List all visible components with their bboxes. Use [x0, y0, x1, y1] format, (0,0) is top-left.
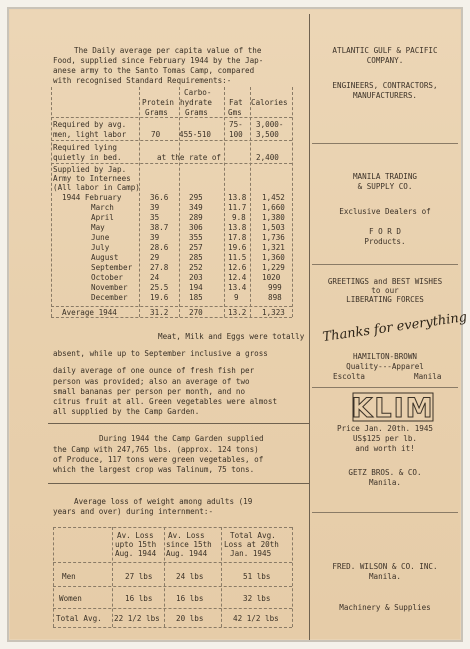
- ad-divider: [312, 143, 458, 144]
- header-protein: Protein: [142, 98, 175, 107]
- cell-protein: 39: [150, 203, 160, 212]
- ad-hamilton: Escolta: [333, 372, 366, 381]
- cell-fat: 13.2: [228, 308, 247, 317]
- month-label: May: [91, 223, 105, 232]
- column-header: Aug. 1944: [115, 549, 157, 558]
- intro-line: with recognised Standard Requirements:-: [53, 76, 232, 85]
- ad-greetings: GREETINGS and BEST WISHES: [327, 277, 443, 286]
- cell-carbo: 185: [189, 293, 203, 302]
- table-border: [112, 527, 113, 627]
- column-header: Av. Loss: [117, 531, 154, 540]
- table-cell: 24 lbs: [176, 572, 204, 581]
- cell-protein: 25.5: [150, 283, 169, 292]
- cell-protein: 31.2: [150, 308, 169, 317]
- paragraph-line: citrus fruit at all. Green vegetables were almost: [53, 397, 278, 406]
- column-divider: [309, 14, 310, 640]
- cell-carbo: 349: [189, 203, 203, 212]
- table-border: [221, 527, 222, 627]
- cell-calories: 3,500: [256, 130, 279, 139]
- cell-calories: 3,000-: [256, 120, 284, 129]
- cell-fat: 17.8: [228, 233, 247, 242]
- table-rule: [53, 586, 292, 587]
- table-cell: 27 lbs: [125, 572, 153, 581]
- cell-fat: 19.6: [228, 243, 247, 252]
- row-label: Total Avg.: [56, 614, 102, 623]
- ad-atlantic-title: ATLANTIC GULF & PACIFIC: [332, 46, 438, 55]
- klim-logo-graphic: [352, 392, 434, 422]
- table-border: [224, 87, 225, 317]
- cell-protein: 39: [150, 233, 160, 242]
- cell-protein: 28.6: [150, 243, 169, 252]
- ad-divider: [312, 387, 458, 388]
- row-label: Women: [59, 594, 82, 603]
- table-cell: 32 lbs: [243, 594, 271, 603]
- column-header: since 15th: [166, 540, 212, 549]
- paragraph-line: small bananas per person per month, and no: [53, 387, 246, 396]
- table-cell: 20 lbs: [176, 614, 204, 623]
- cell-calories: 1,452: [262, 193, 285, 202]
- ad-klim-price: Price Jan. 20th. 1945: [336, 424, 433, 433]
- cell-protein: 27.8: [150, 263, 169, 272]
- cell-fat: 12.4: [228, 273, 247, 282]
- ad-wilson: Machinery & Supplies: [339, 603, 431, 612]
- paragraph-line: the Camp with 247,765 lbs. (approx. 124 tons): [53, 445, 259, 454]
- ad-hamilton: HAMILTON-BROWN: [352, 352, 417, 361]
- column-header: upto 15th: [115, 540, 157, 549]
- ad-getz: GETZ BROS. & CO.: [348, 468, 422, 477]
- ad-atlantic-services: ENGINEERS, CONTRACTORS,: [332, 81, 438, 90]
- month-label: 1944 February: [62, 193, 122, 202]
- month-label: March: [91, 203, 114, 212]
- average-label: Average 1944: [62, 308, 117, 317]
- header-gms: Gms: [228, 108, 242, 117]
- table-rule: [51, 117, 292, 118]
- cell-protein: 35: [150, 213, 160, 222]
- cell-fat: 100: [229, 130, 243, 139]
- ad-manila-trading: Exclusive Dealers of: [339, 207, 431, 216]
- section-rule: [48, 483, 309, 484]
- header-fat: Fat: [229, 98, 243, 107]
- header-calories: Calories: [251, 98, 288, 107]
- paragraph-line: During 1944 the Camp Garden supplied: [99, 434, 264, 443]
- intro-line: The Daily average per capita value of the: [74, 46, 262, 55]
- cell-protein: 38.7: [150, 223, 169, 232]
- cell-fat: 11.5: [228, 253, 247, 262]
- header-hydrate: hydrate: [180, 98, 213, 107]
- row-label: (All labor in Camp): [53, 183, 140, 192]
- cell-carbo: 194: [189, 283, 203, 292]
- table-border: [250, 87, 251, 317]
- table-cell: 51 lbs: [243, 572, 271, 581]
- cell-calories: 1,360: [262, 253, 285, 262]
- table-border: [292, 87, 293, 317]
- cell-fat: 13.4: [228, 283, 247, 292]
- month-label: August: [91, 253, 119, 262]
- table-border: [292, 527, 293, 627]
- header-carbo: Carbo-: [184, 88, 212, 97]
- paragraph-line: Meat, Milk and Eggs were totally: [158, 332, 305, 341]
- table-cell: 42 1/2 lbs: [233, 614, 279, 623]
- ad-klim-price: and worth it!: [355, 444, 415, 453]
- month-label: December: [91, 293, 128, 302]
- cell-carbo: 306: [189, 223, 203, 232]
- row-label: Required lying: [53, 143, 118, 152]
- ad-ford-text: Products.: [364, 237, 406, 246]
- cell-calories: 1,380: [262, 213, 285, 222]
- row-label: Required by avg.: [53, 120, 127, 129]
- header-grams: Grams: [185, 108, 208, 117]
- ad-getz: Manila.: [368, 478, 401, 487]
- table-border: [179, 87, 180, 317]
- column-header: Total Avg.: [230, 531, 276, 540]
- cell-fat: 12.6: [228, 263, 247, 272]
- cell-protein: 19.6: [150, 293, 169, 302]
- month-label: June: [91, 233, 110, 242]
- cell-calories: 1,736: [262, 233, 285, 242]
- column-header: Jan. 1945: [230, 549, 272, 558]
- section-rule: [48, 423, 309, 424]
- month-label: July: [91, 243, 110, 252]
- table-rule: [51, 140, 292, 141]
- ad-manila-trading: & SUPPLY CO.: [357, 182, 413, 191]
- paragraph-line: Average loss of weight among adults (19: [74, 497, 253, 506]
- cell-protein: 70: [151, 130, 161, 139]
- cell-fat: 11.7: [228, 203, 247, 212]
- cell-calories: 1,323: [262, 308, 285, 317]
- ad-hamilton: Quality---Apparel: [346, 362, 424, 371]
- month-label: November: [91, 283, 128, 292]
- ad-greetings: LIBERATING FORCES: [346, 295, 424, 304]
- ad-klim-price: US$125 per lb.: [352, 434, 417, 443]
- paragraph-line: years and over) during internment:-: [53, 507, 214, 516]
- header-grams: Grams: [145, 108, 168, 117]
- month-label: April: [91, 213, 114, 222]
- month-label: September: [91, 263, 133, 272]
- cell-fat: 9.8: [232, 213, 246, 222]
- table-rule: [51, 163, 292, 164]
- month-label: October: [91, 273, 124, 282]
- cell-carbo: 295: [189, 193, 203, 202]
- table-cell: 22 1/2 lbs: [114, 614, 160, 623]
- cell-carbo: 285: [189, 253, 203, 262]
- ad-manila-trading: MANILA TRADING: [352, 172, 417, 181]
- cell-fat: 13.8: [228, 193, 247, 202]
- cell-carbo: 252: [189, 263, 203, 272]
- table-cell: 16 lbs: [125, 594, 153, 603]
- cell-calories: 999: [268, 283, 282, 292]
- ad-wilson: Manila.: [368, 572, 401, 581]
- table-rule: [53, 562, 292, 563]
- paragraph-line: all supplied by the Camp Garden.: [53, 407, 200, 416]
- cell-calories: 1,660: [262, 203, 285, 212]
- cell-fat: 75-: [229, 120, 243, 129]
- table-border: [139, 87, 140, 317]
- paragraph-line: person was provided; also an average of two: [53, 377, 250, 386]
- table-rule: [53, 627, 292, 628]
- cell-calories: 1,321: [262, 243, 285, 252]
- table-cell: 16 lbs: [176, 594, 204, 603]
- ad-divider: [312, 512, 458, 513]
- cell-calories: 1020: [262, 273, 281, 282]
- cell-calories: 898: [268, 293, 282, 302]
- table-rule: [51, 306, 292, 307]
- column-header: Av. Loss: [168, 531, 205, 540]
- cell-calories: 1,229: [262, 263, 285, 272]
- cell-carbo: 455-510: [179, 130, 212, 139]
- ad-hamilton: Manila: [414, 372, 442, 381]
- row-label: quietly in bed.: [53, 153, 122, 162]
- paragraph-line: of Produce, 117 tons were green vegetables, of: [53, 455, 264, 464]
- column-header: Aug. 1944: [166, 549, 208, 558]
- column-header: Loss at 20th: [224, 540, 279, 549]
- cell-carbo: 355: [189, 233, 203, 242]
- row-label: Men: [62, 572, 76, 581]
- row-label: men, light labor: [53, 130, 127, 139]
- ad-greetings: to our: [371, 286, 399, 295]
- cell-calories: 1,503: [262, 223, 285, 232]
- cell-calories: 2,400: [256, 153, 279, 162]
- cell-carbo: 289: [189, 213, 203, 222]
- ad-ford-text: F O R D: [368, 227, 401, 236]
- cell-fat: 9: [234, 293, 239, 302]
- paragraph-line: absent, while up to September inclusive a gross: [53, 349, 268, 358]
- ad-atlantic-title: COMPANY.: [366, 56, 404, 65]
- cell-carbo: 203: [189, 273, 203, 282]
- table-rule: [53, 608, 292, 609]
- paragraph-line: daily average of one ounce of fresh fish per: [53, 366, 255, 375]
- cell-carbo: 270: [189, 308, 203, 317]
- cell-fat: 13.8: [228, 223, 247, 232]
- rate-text: at the rate of: [157, 153, 222, 162]
- table-border: [51, 87, 52, 317]
- table-border: [53, 527, 54, 627]
- table-border: [164, 527, 165, 627]
- cell-carbo: 257: [189, 243, 203, 252]
- table-rule: [53, 527, 292, 528]
- klim-logo: [352, 392, 434, 422]
- ad-atlantic-services: MANUFACTURERS.: [352, 91, 417, 100]
- handwritten-note: Thanks for everything: [321, 309, 468, 346]
- klim-logo-text: KLIM: [352, 393, 434, 422]
- row-label: Supplied by Jap.: [53, 165, 127, 174]
- cell-protein: 29: [150, 253, 160, 262]
- paragraph-line: which the largest crop was Talinum, 75 tons.: [53, 465, 255, 474]
- cell-protein: 24: [150, 273, 160, 282]
- ad-divider: [312, 264, 458, 265]
- intro-line: anese army to the Santo Tomas Camp, compared: [53, 66, 255, 75]
- cell-protein: 36.6: [150, 193, 169, 202]
- row-label: Army to Internees: [53, 174, 131, 183]
- ad-wilson: FRED. WILSON & CO. INC.: [332, 562, 438, 571]
- intro-line: Food, supplied since February 1944 by the Jap-: [53, 56, 264, 65]
